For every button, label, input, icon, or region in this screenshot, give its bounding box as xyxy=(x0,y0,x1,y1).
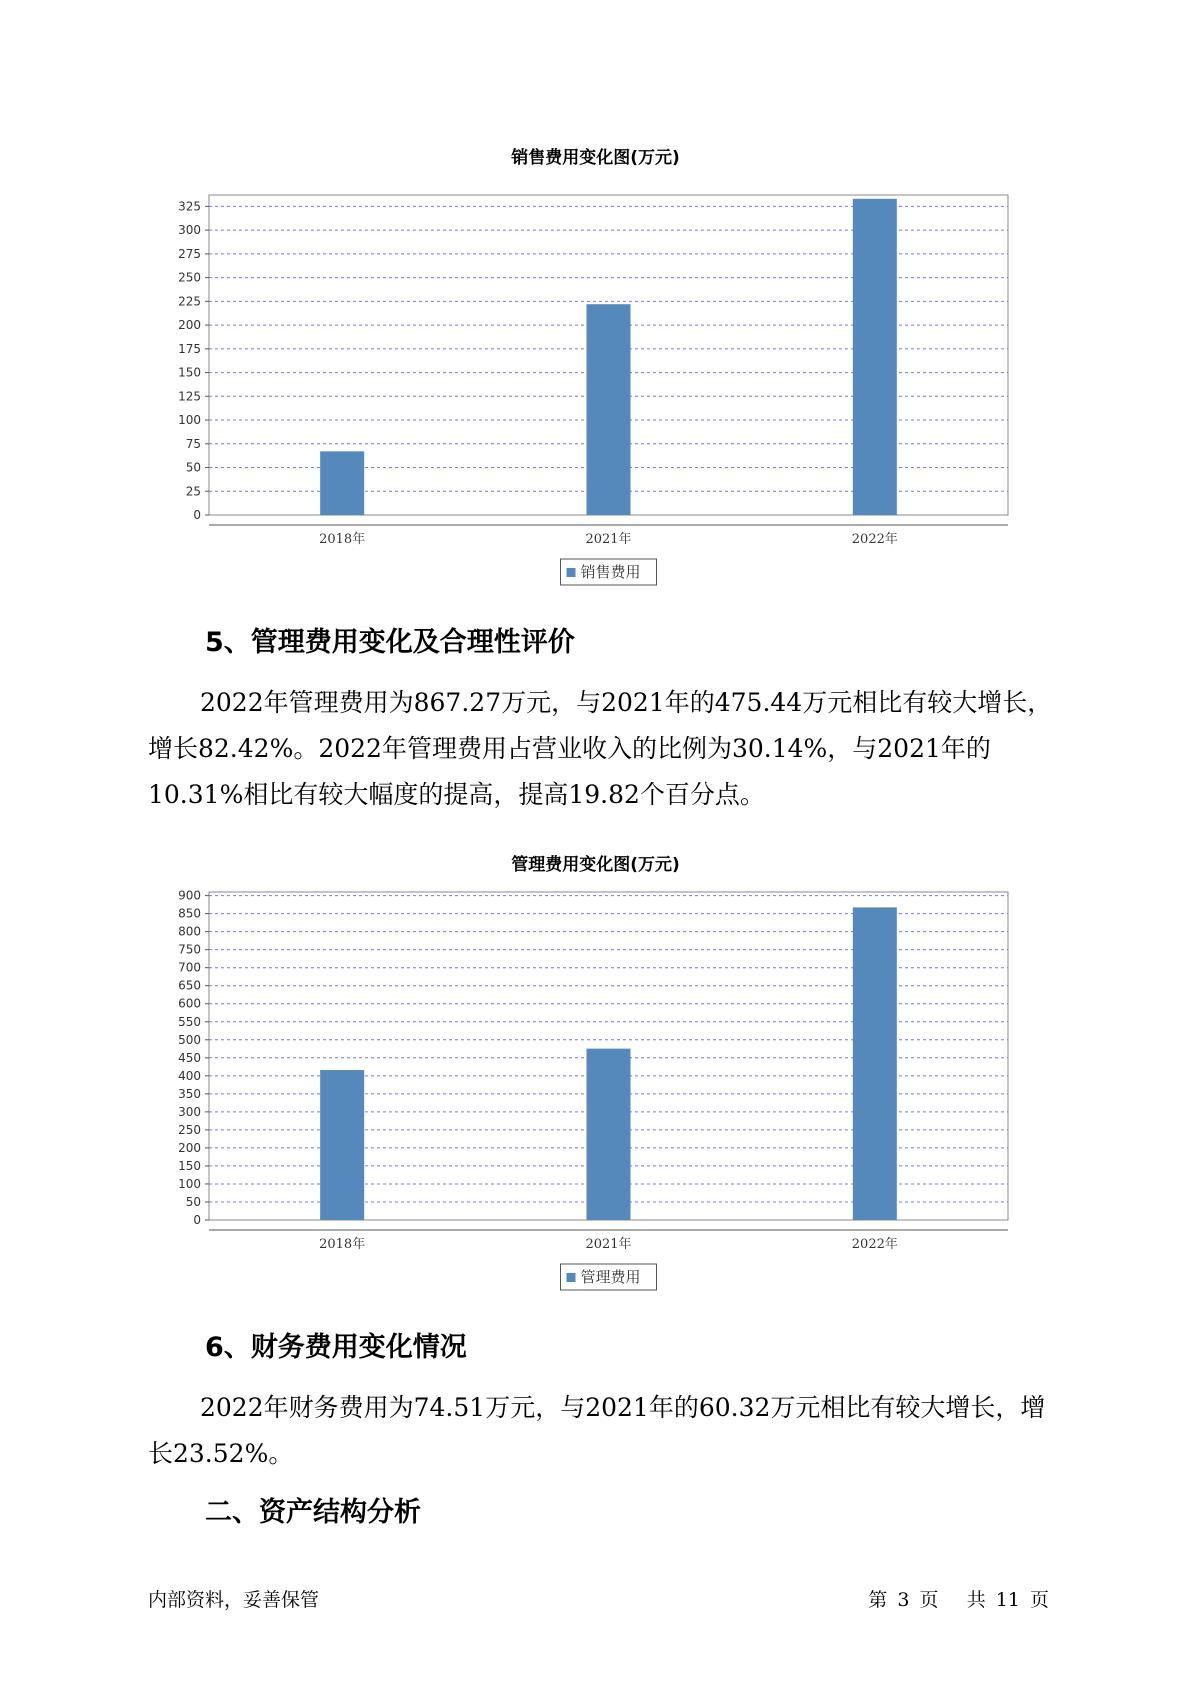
y-tick-label: 250 xyxy=(178,1122,201,1137)
y-tick-label: 800 xyxy=(178,924,201,939)
y-tick-label: 125 xyxy=(178,389,201,404)
y-tick-label: 25 xyxy=(185,484,201,499)
y-tick-label: 0 xyxy=(193,1213,201,1227)
x-tick-label: 2022年 xyxy=(851,1237,898,1252)
y-tick-label: 150 xyxy=(178,365,201,380)
admin-expense-chart xyxy=(0,845,1191,1295)
y-tick-label: 400 xyxy=(178,1068,201,1083)
bar xyxy=(853,199,897,515)
y-tick-label: 500 xyxy=(178,1032,201,1047)
y-tick-label: 350 xyxy=(178,1086,201,1101)
y-tick-label: 750 xyxy=(178,942,201,957)
y-tick-label: 325 xyxy=(178,199,201,214)
y-tick-label: 850 xyxy=(178,906,201,921)
bar xyxy=(320,1070,364,1220)
total-prefix: 共 xyxy=(966,1589,986,1611)
x-tick-label: 2021年 xyxy=(585,1237,632,1252)
sales-expense-chart xyxy=(0,140,1191,590)
y-tick-label: 650 xyxy=(178,978,201,993)
y-tick-label: 600 xyxy=(178,996,201,1011)
x-tick-label: 2021年 xyxy=(585,532,632,547)
footer-confidential-note: 内部资料，妥善保管 xyxy=(148,1589,320,1611)
legend-label: 管理费用 xyxy=(580,1268,641,1286)
section5-paragraph: 2022年管理费用为867.27万元，与2021年的475.44万元相比有较大增长，增长82.42%。2022年管理费用占营业收入的比例为30.14%，与2021年的10.31%相比有较大幅度的提高，提高19.82个百分点。 xyxy=(148,688,1053,809)
x-tick-label: 2018年 xyxy=(319,532,366,547)
y-tick-label: 175 xyxy=(178,341,201,356)
y-tick-label: 900 xyxy=(178,888,201,903)
legend-swatch xyxy=(567,1273,576,1282)
y-tick-label: 550 xyxy=(178,1014,201,1029)
y-tick-label: 75 xyxy=(185,436,201,451)
y-tick-label: 275 xyxy=(178,246,201,261)
y-tick-label: 50 xyxy=(185,1194,201,1209)
section6-paragraph: 2022年财务费用为74.51万元，与2021年的60.32万元相比有较大增长，增长23.52%。 xyxy=(148,1393,1046,1468)
bar xyxy=(587,304,631,515)
y-tick-label: 0 xyxy=(193,508,201,522)
total-unit: 页 xyxy=(1029,1589,1049,1611)
y-tick-label: 225 xyxy=(178,294,201,309)
admin-chart-title: 管理费用变化图(万元) xyxy=(511,855,680,875)
y-tick-label: 100 xyxy=(178,1176,201,1191)
y-tick-label: 250 xyxy=(178,270,201,285)
y-tick-label: 300 xyxy=(178,223,201,238)
y-tick-label: 450 xyxy=(178,1050,201,1065)
page-prefix: 第 xyxy=(868,1589,888,1611)
y-tick-label: 150 xyxy=(178,1158,201,1173)
y-tick-label: 100 xyxy=(178,413,201,428)
y-tick-label: 200 xyxy=(178,1140,201,1155)
x-tick-label: 2022年 xyxy=(851,532,898,547)
x-tick-label: 2018年 xyxy=(319,1237,366,1252)
section5-heading: 5、管理费用变化及合理性评价 xyxy=(205,627,575,658)
section-two-heading: 二、资产结构分析 xyxy=(205,1497,421,1528)
y-tick-label: 700 xyxy=(178,960,201,975)
page-number: 3 xyxy=(897,1589,910,1611)
legend-label: 销售费用 xyxy=(580,563,641,581)
section6-heading: 6、财务费用变化情况 xyxy=(205,1332,467,1363)
footer-page-info xyxy=(866,1585,1051,1612)
total-pages: 11 xyxy=(995,1589,1020,1611)
y-tick-label: 200 xyxy=(178,318,201,333)
bar xyxy=(853,907,897,1220)
sales-chart-title: 销售费用变化图(万元) xyxy=(511,148,680,168)
page-unit: 页 xyxy=(919,1589,939,1611)
y-tick-label: 50 xyxy=(185,460,201,475)
bar xyxy=(320,451,364,515)
legend-swatch xyxy=(567,568,576,577)
y-tick-label: 300 xyxy=(178,1104,201,1119)
bar xyxy=(587,1049,631,1220)
